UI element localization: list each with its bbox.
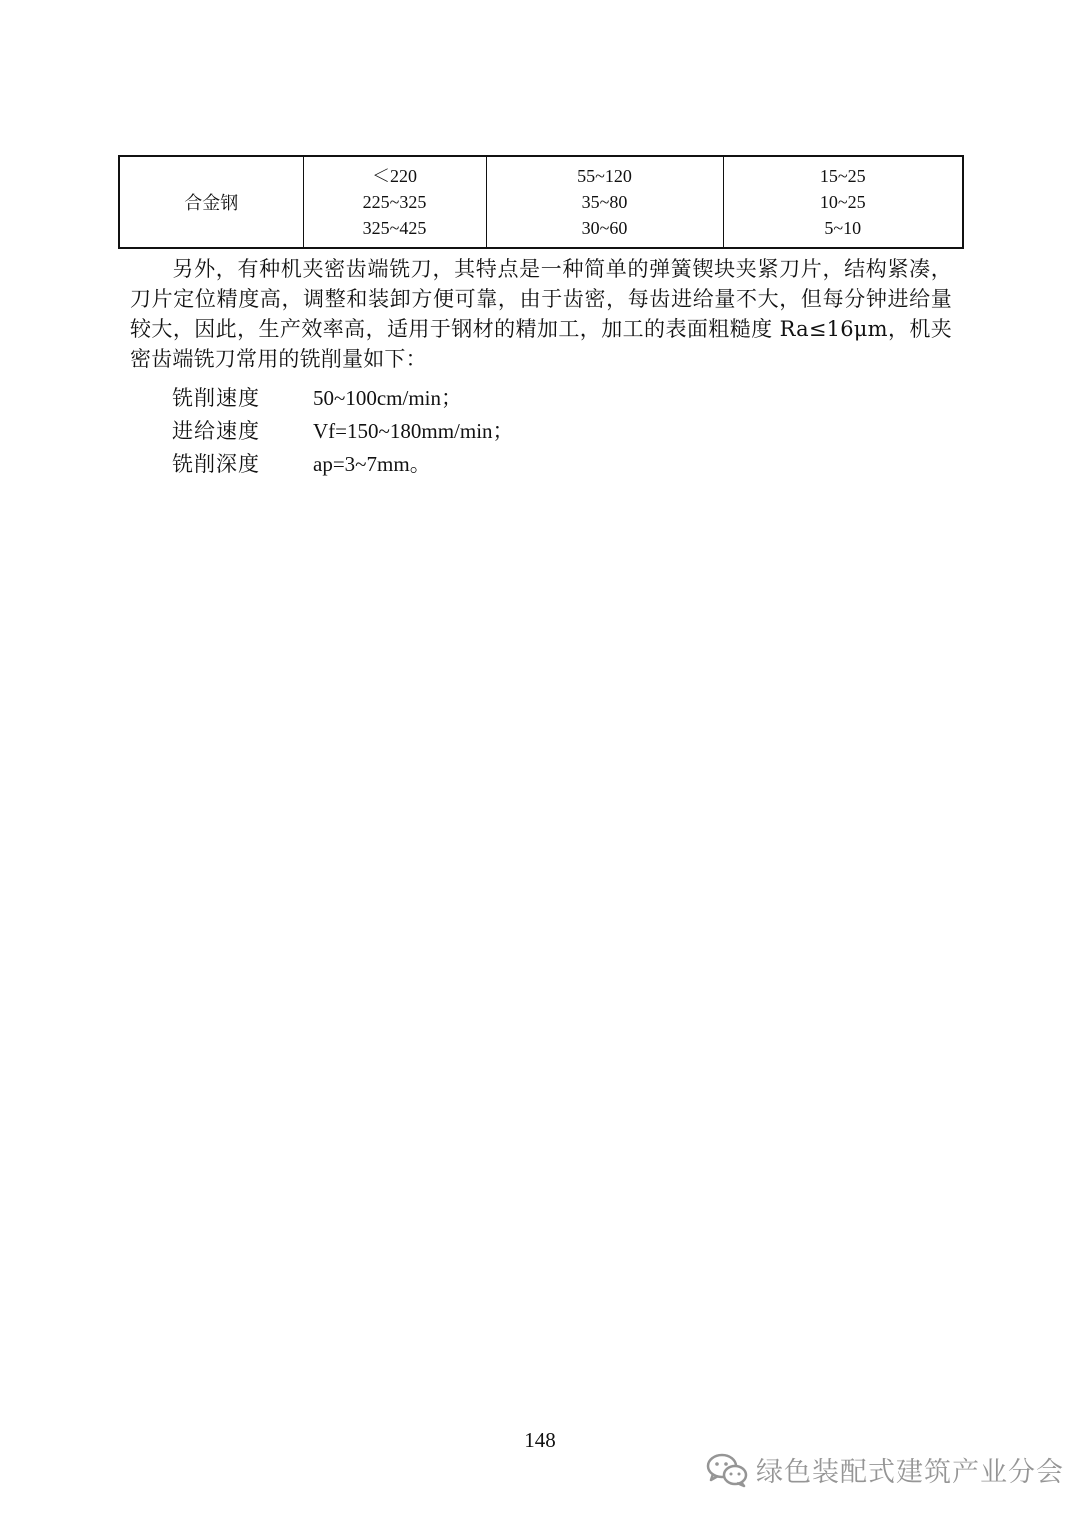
table-row xyxy=(119,156,963,248)
list-item xyxy=(172,413,872,446)
hardness-value: 225~325 xyxy=(362,192,427,212)
material-cell xyxy=(119,156,303,248)
watermark-text: 绿色装配式建筑产业分会 xyxy=(756,1457,1064,1488)
param-name: 铣削速度 xyxy=(172,385,260,410)
page-number: 148 xyxy=(524,1428,556,1452)
hardness-value: ＜220 xyxy=(372,166,417,186)
cutting-spec-table xyxy=(118,155,964,249)
speed-value: 35~80 xyxy=(581,192,628,212)
list-item xyxy=(172,446,872,479)
speed-value: 55~120 xyxy=(577,166,632,186)
hardness-cell xyxy=(303,156,486,248)
wechat-icon xyxy=(706,1452,748,1488)
paragraph-text: 另外，有种机夹密齿端铣刀，其特点是一种简单的弹簧锲块夹紧刀片，结构紧凑，刀片定位精度高，调整和装卸方便可靠，由于齿密，每齿进给量不大，但每分钟进给量较大，因此，生产效率高，适用于钢材的精加工，加工的表面粗糙度 Ra≤16μm，机夹密齿端铣刀常用的铣削量如下： xyxy=(130,257,952,371)
param-name: 铣削深度 xyxy=(172,451,260,476)
cutting-parameters-list xyxy=(172,380,872,479)
speed-cell xyxy=(486,156,723,248)
list-item xyxy=(172,380,872,413)
param-value: 50~100cm/min； xyxy=(313,385,463,410)
feed-value: 5~10 xyxy=(824,218,862,238)
watermark xyxy=(706,1450,1064,1489)
material-label: 合金钢 xyxy=(184,193,239,214)
body-paragraph xyxy=(130,254,952,374)
param-value: Vf=150~180mm/min； xyxy=(313,418,514,443)
speed-value: 30~60 xyxy=(581,218,628,238)
hardness-value: 325~425 xyxy=(362,218,427,238)
param-value: ap=3~7mm。 xyxy=(313,451,431,476)
feed-cell xyxy=(723,156,963,248)
feed-value: 15~25 xyxy=(819,166,866,186)
param-name: 进给速度 xyxy=(172,418,260,443)
feed-value: 10~25 xyxy=(819,192,866,212)
